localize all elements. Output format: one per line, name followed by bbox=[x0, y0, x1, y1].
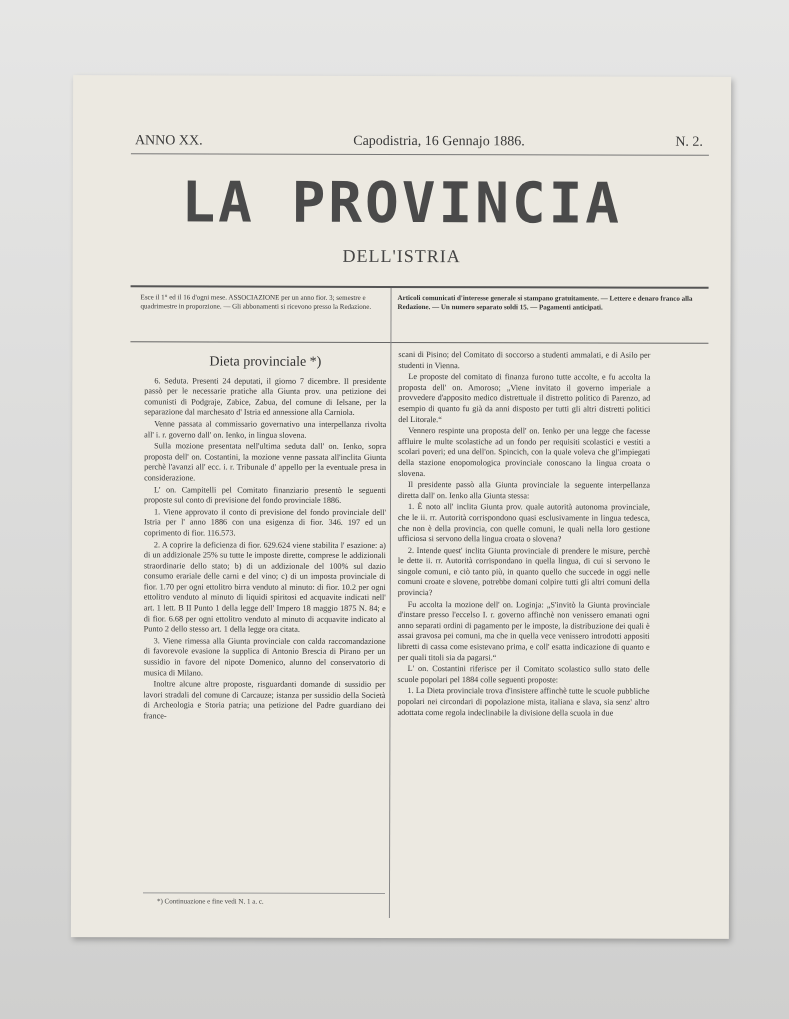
paragraph: 1. Viene approvato il conto di previsione del fondo provinciale dell' Istria per l' anno 1886 con una esigenza di fior. 346. 197 ed un coprimento di fior. 116.573. bbox=[143, 507, 386, 538]
paragraph: 3. Viene rimessa alla Giunta provinciale con calda raccomandazione di favorevole evasione la supplica di Antonio Brescia di Pirano per un sussidio in favore del nipote Domenico, alunno del conservatorio di musica di Milano. bbox=[143, 636, 386, 678]
paragraph: Inoltre alcune altre proposte, risguardanti domande di sussidio per lavori stradali del comune di Carcauze; istanza per sussidio della Società di Archeologia e Storia patria; una petizione del Padre guardiano dei france- bbox=[143, 679, 386, 721]
notice-rule bbox=[130, 341, 708, 344]
paragraph: 2. A coprire la deficienza di fior. 629.624 viene stabilita l' esazione: a) di un addizionale 25% su tutte le imposte dirette, comprese le addizionali straordinarie dello stato; b) di un addizionale del 100% sul dazio consumo erariale delle carni e del vino; c) di un imposta provinciale di fior. 1.70 per ogni ettolitro birra venduto al minuto: di fior. 10.2 per ogni ettolitro venduto al minuto di liquidi spiritosi ed acquavite indicati nell' art. 1 lett. B II Punto 1 della legge dell' Impero 18 maggio 1875 N. 84; e di fior. 6.68 per ogni ettolitro venduto al minuto di acquavite indicato al Punto 2 dello stesso art. 1 della legge ora citata. bbox=[143, 539, 386, 634]
paragraph: Vennero respinte una proposta dell' on. Ienko per una legge che facesse affluire le multe scolastiche ad un fondo per requisiti scolastici e vestiti a scolari poveri; ed una dell'on. Spincich, con la quale voleva che gl'impiegati della stazione enopomologica provinciale conoscano la lingua croata o slovena. bbox=[398, 426, 651, 478]
top-rule bbox=[131, 153, 709, 156]
paragraph: Il presidente passò alla Giunta provinciale la seguente interpellanza diretta dall' on. Ienko alla Giunta stessa: bbox=[398, 480, 651, 501]
subscription-notice: Esce il 1° ed il 16 d'ogni mese. ASSOCIAZIONE per un anno fior. 3; semestre e quadrimestre in proporzione. — Gli abbonamenti si ricevono presso la Redazione. bbox=[140, 293, 372, 311]
paragraph: L' on. Campitelli pel Comitato finanziario presentò le seguenti proposte sul conto di previsione del fondo provinciale 1886. bbox=[144, 484, 387, 505]
paragraph: L' on. Costantini riferisce per il Comitato scolastico sullo stato delle scuole popolari pel 1884 colle seguenti proposte: bbox=[397, 664, 650, 685]
issue-number: N. 2. bbox=[675, 134, 703, 150]
newspaper-page bbox=[71, 75, 731, 939]
footnote-rule bbox=[143, 892, 385, 894]
paragraph: 1. La Dieta provinciale trova d'insistere affinchè tutte le scuole pubbliche popolari nei circondari di popolazione mista, italiana e slava, sia senz' altro adottata come regola indeclinabile la divisione della scuola in due bbox=[397, 686, 650, 718]
paragraph: 1. È noto all' inclita Giunta prov. quale autorità autonoma provinciale, che le ii. rr. Autorità corrispondono quasi esclusivamente in lingua tedesca, che non è della provincia, con quelle comuni, le quali nella loro gestione ufficiosa si servono della lingua croata o slovena? bbox=[397, 502, 651, 544]
paragraph: 6. Seduta. Presenti 24 deputati, il giorno 7 dicembre. Il presidente passò per le necessarie pratiche alla Giunta prov. una petizione dei comunisti di Podgraje, Zabice, Zabua, del comune di Ielsane, per la separazione dal marchesato d' Istria ed annessione alla Carniola. bbox=[144, 375, 387, 418]
issue-year: ANNO XX. bbox=[134, 133, 203, 149]
editorial-notice: Articoli comunicati d'interesse generale si stampano gratuitamente. — Lettere e denaro franco alla Redazione. — Un numero separato soldi 15. — Pagamenti anticipati. bbox=[397, 293, 693, 312]
masthead-rule bbox=[131, 285, 709, 289]
article-title: Dieta provinciale *) bbox=[209, 354, 322, 370]
paragraph: scani di Pisino; del Comitato di soccorso a studenti ammalati, e di Asilo per studenti in Vienna. bbox=[398, 349, 651, 370]
paragraph: Sulla mozione presentata nell'ultima seduta dall' on. Ienko, sopra proposta dell' on. Costantini, la mozione venne passata all'inclita Giunta perchè l'avanzi all' ecc. i. r. Tribunale d' appello per la eventuale presa in considerazione. bbox=[144, 441, 387, 483]
masthead-title: LA PROVINCIA bbox=[181, 170, 623, 237]
issue-place-date: Capodistria, 16 Gennajo 1886. bbox=[353, 133, 525, 150]
right-column bbox=[397, 350, 650, 720]
paragraph: 2. Intende quest' inclita Giunta provinciale di prendere le misure, perchè le dette ii. rr. Autorità corrispondano in quella lingua, di cui si servono le singole comuni, e ciò tanto più, in quanto quello che succede in oggi nelle comuni croate e slovene, potrebbe domani colpire tutti gli altri comuni della provincia? bbox=[397, 545, 650, 598]
paragraph: Venne passata al commissario governativo una interpellanza rivolta all' i. r. governo dall' on. Ienko, in lingua slovena. bbox=[144, 419, 387, 440]
footnote: *) Continuazione e fine vedi N. 1 a. c. bbox=[156, 897, 264, 906]
masthead-subtitle: DELL'ISTRIA bbox=[342, 245, 461, 267]
left-column bbox=[143, 351, 386, 723]
column-divider bbox=[389, 288, 392, 918]
paragraph: Le proposte del comitato di finanza furono tutte accolte, e fu accolta la proposta dell' on. Amoroso; „Viene invitato il governo imperiale a provvedere d'apposito medico distrettuale il distretto politico di Parenzo, ad esempio di quanto fu già da anni disposto per tutti gli altri distretti politici del Litorale.“ bbox=[398, 372, 651, 424]
paragraph: Fu accolta la mozione dell' on. Loginja: „S'invitò la Giunta provinciale d'instare presso l'eccelso I. r. governo affinchè non venissero emanati ogni anno separati ordini di pagamento per le imposte, la distribuzione dei quali è assai gravosa pei comuni, ma che in quella vece venissero introdotti appositi libretti di cassa come esistevano prima, e coll' esatta indicazione di quanto e per quali titoli sia da pagarsi.“ bbox=[397, 599, 650, 662]
issue-line bbox=[135, 133, 703, 150]
